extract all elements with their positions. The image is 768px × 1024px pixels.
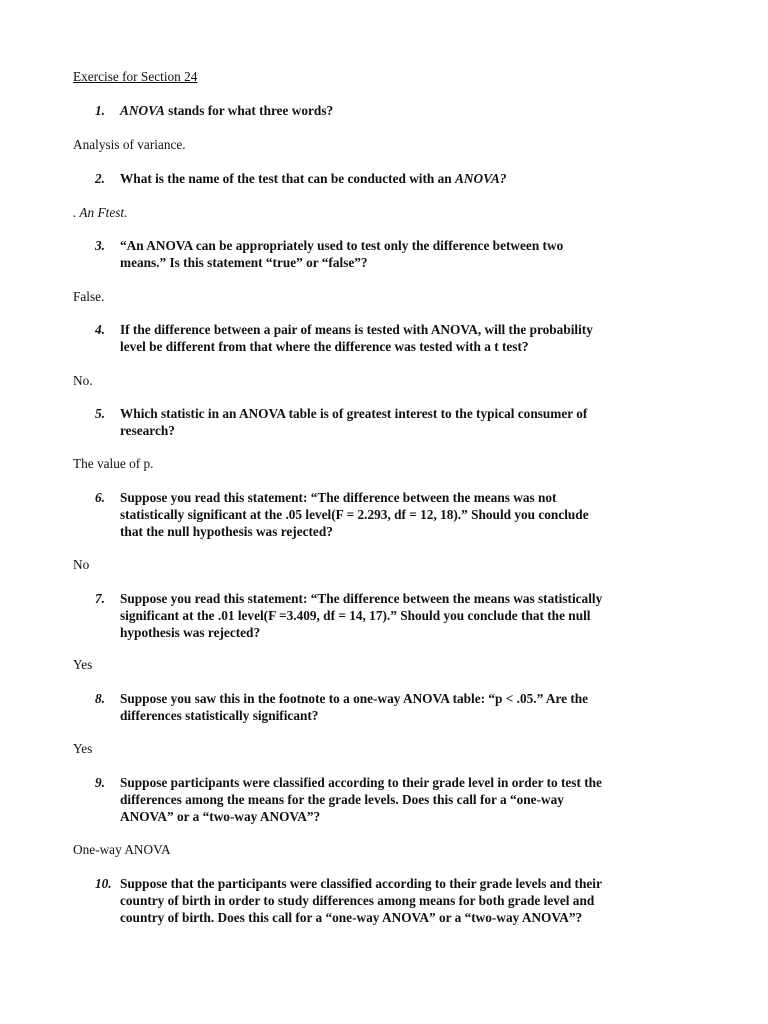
answer-2: . An Ftest.: [73, 205, 128, 220]
question-9: [95, 774, 695, 825]
answer-6: No: [73, 557, 90, 572]
question-number: 4.: [95, 322, 105, 337]
question-10: [95, 875, 695, 926]
question-1: [95, 102, 695, 119]
section-heading: Exercise for Section 24: [73, 69, 198, 84]
answer-3: False.: [73, 289, 105, 304]
question-text: “An ANOVA can be appropriately used to test only the difference between two means.” Is this statement “true” or “false”?: [120, 238, 564, 270]
question-number: 1.: [95, 103, 105, 118]
answer-1: Analysis of variance.: [73, 137, 186, 152]
question-3: [95, 237, 695, 271]
question-number: 5.: [95, 406, 105, 421]
question-number: 3.: [95, 238, 105, 253]
question-text: If the difference between a pair of means is tested with ANOVA, will the probability level be different from that where the difference was tested with a t test?: [120, 322, 593, 354]
question-4: [95, 321, 695, 355]
question-text: Suppose you read this statement: “The difference between the means was statistically significant at the .01 level(F =3.409, df = 14, 17).” Should you conclude that the null hypothesis was rejected?: [120, 591, 603, 640]
question-text: What is the name of the test that can be conducted with an ANOVA?: [120, 171, 507, 186]
question-number: 7.: [95, 591, 105, 606]
question-2: [95, 170, 695, 187]
question-text: ANOVA stands for what three words?: [120, 103, 334, 118]
question-text: Suppose you saw this in the footnote to a one-way ANOVA table: “p < .05.” Are the differences statistically significant?: [120, 691, 589, 723]
question-number: 8.: [95, 691, 105, 706]
question-number: 9.: [95, 775, 105, 790]
question-7: [95, 590, 695, 641]
question-6: [95, 489, 695, 540]
question-5: [95, 405, 695, 439]
question-number: 2.: [95, 171, 105, 186]
question-text: Suppose you read this statement: “The difference between the means was not statistically significant at the .05 level(F = 2.293, df = 12, 18).” Should you conclude that the null hypothesis was rejected?: [120, 490, 589, 539]
question-text: Suppose participants were classified according to their grade level in order to test the differences among the means for the grade levels. Does this call for a “one-way ANOVA” or a “two-way ANOVA”?: [120, 775, 602, 824]
answer-5: The value of p.: [73, 456, 154, 471]
answer-4: No.: [73, 373, 93, 388]
answer-9: One-way ANOVA: [73, 842, 171, 857]
question-text: Suppose that the participants were classified according to their grade levels and their country of birth in order to study differences among means for both grade level and country of birth. Does this call for a “one-way ANOVA” or a “two-way ANOVA”?: [120, 876, 602, 925]
question-number: 10.: [95, 876, 112, 891]
question-number: 6.: [95, 490, 105, 505]
answer-8: Yes: [73, 741, 93, 756]
question-text: Which statistic in an ANOVA table is of greatest interest to the typical consumer of research?: [120, 406, 588, 438]
question-8: [95, 690, 695, 724]
answer-7: Yes: [73, 657, 93, 672]
